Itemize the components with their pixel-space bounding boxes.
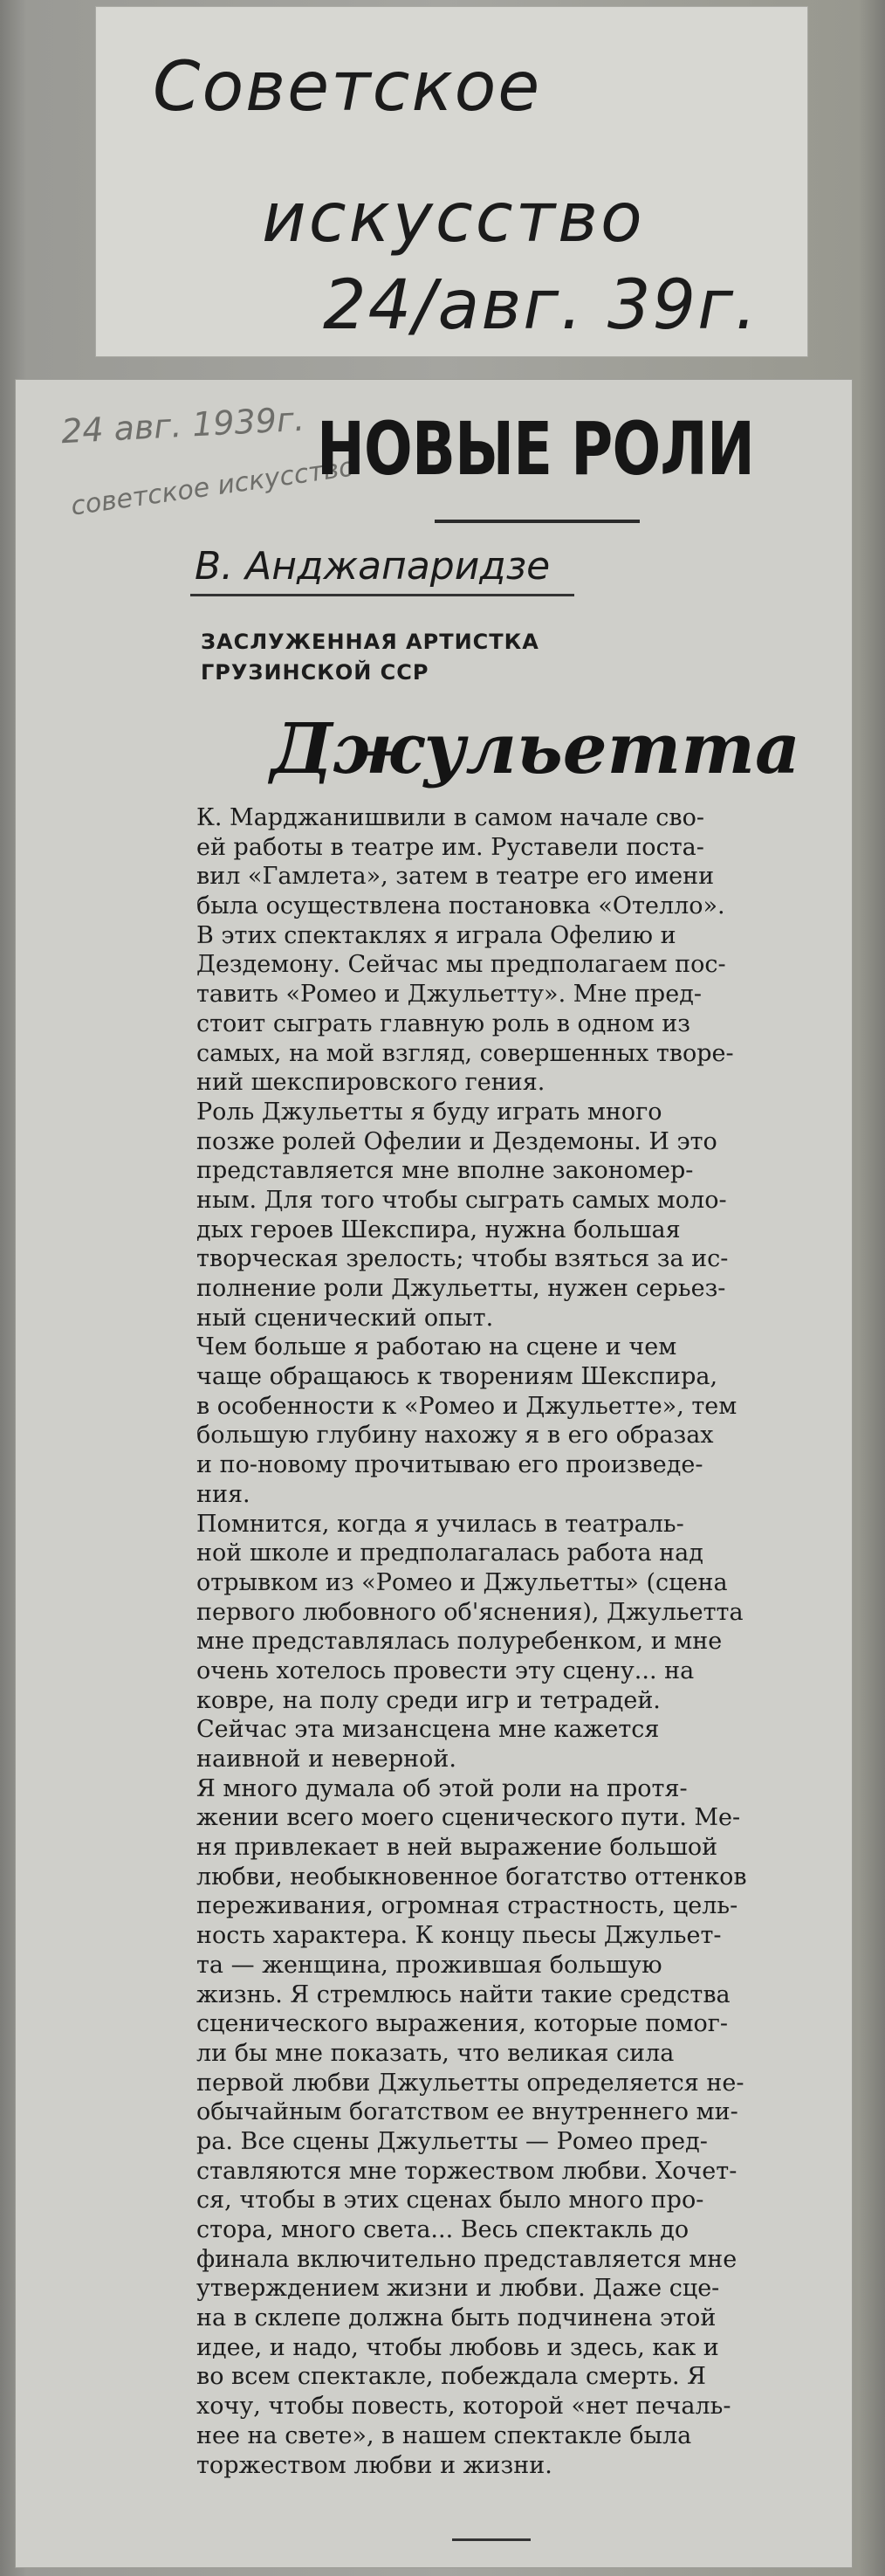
article-line: стоит сыграть главную роль в одном из (196, 1009, 690, 1037)
label-line-1: Советское (153, 48, 542, 127)
article-line: ставляются мне торжеством любви. Хочет- (196, 2157, 738, 2185)
article-line: ным. Для того чтобы сыграть самых моло- (196, 1186, 727, 1214)
pencil-source-note: советское искусство (69, 451, 357, 522)
label-line-3: 24/авг. 39г. (323, 266, 758, 345)
article-line: торжеством любви и жизни. (196, 2451, 552, 2479)
section-heading: НОВЫЕ РОЛИ (317, 406, 755, 492)
article-line: жизнь. Я стремлюсь найти такие средства (196, 1980, 731, 2008)
author-title: ЗАСЛУЖЕННАЯ АРТИСТКА ГРУЗИНСКОЙ ССР (201, 630, 539, 685)
article-line: Я много думала об этой роли на протя- (196, 1774, 688, 1802)
article-line: на в склепе должна быть подчинена этой (196, 2304, 717, 2332)
newspaper-clipping (16, 380, 852, 2567)
article-line: ей работы в театре им. Руставели поста- (196, 833, 704, 861)
article-line: хочу, чтобы повесть, которой «нет печаль- (196, 2393, 731, 2421)
article-line: Дездемону. Сейчас мы предполагаем пос- (196, 951, 726, 979)
author-name: В. Анджапаридзе (195, 544, 551, 589)
article-line: дых героев Шекспира, нужна большая (196, 1216, 681, 1243)
article-line: жении всего моего сценического пути. Ме- (196, 1804, 741, 1832)
article-line: К. Марджанишвили в самом начале сво- (196, 804, 704, 831)
article-line: первого любовного об'яснения), Джульетта (196, 1598, 744, 1626)
article-line: была осуществлена постановка «Отелло». (196, 892, 725, 920)
article-body (196, 803, 838, 2480)
label-line-2: искусство (262, 179, 645, 258)
article-line: В этих спектаклях я играла Офелию и (196, 921, 676, 949)
article-line: наивной и неверной. (196, 1746, 456, 1773)
article-line: ний шекспировского гения. (196, 1069, 545, 1097)
article-line: Помнится, когда я училась в театраль- (196, 1510, 684, 1538)
article-line: переживания, огромная страстность, цель- (196, 1892, 738, 1920)
article-line: та — женщина, прожившая большую (196, 1951, 662, 1979)
article-line: ния. (196, 1480, 250, 1508)
article-line: ся, чтобы в этих сценах было много про- (196, 2187, 704, 2214)
article-line: тавить «Ромео и Джульетту». Мне пред- (196, 981, 702, 1009)
article-line: нее на свете», в нашем спектакле была (196, 2421, 692, 2449)
end-rule (452, 2538, 531, 2541)
article-line: сценического выражения, которые помог- (196, 2010, 729, 2038)
article-line: самых, на мой взгляд, совершенных творе- (196, 1039, 734, 1067)
article-line: во всем спектакле, побеждала смерть. Я (196, 2363, 706, 2391)
article-line: Чем больше я работаю на сцене и чем (196, 1333, 677, 1361)
article-line: ра. Все сцены Джульетты — Ромео пред- (196, 2127, 708, 2155)
article-line: идее, и надо, чтобы любовь и здесь, как и (196, 2333, 719, 2361)
article-line: полнение роли Джульетты, нужен серьез- (196, 1275, 726, 1302)
article-line: в особенности к «Ромео и Джульетте», тем (196, 1392, 738, 1420)
author-underline (190, 594, 574, 596)
article-line: мне представлялась полуребенком, и мне (196, 1628, 723, 1656)
article-line: отрывком из «Ромео и Джульетты» (сцена (196, 1568, 728, 1596)
article-line: стора, много света... Весь спектакль до (196, 2216, 689, 2243)
article-line: большую глубину нахожу я в его образах (196, 1422, 714, 1450)
article-line: ковре, на полу среди игр и тетрадей. (196, 1686, 661, 1714)
article-line: ный сценический опыт. (196, 1304, 494, 1332)
article-line: первой любви Джульетты определяется не- (196, 2069, 744, 2097)
article-title: Джульетта (271, 707, 800, 789)
article-line: творческая зрелость; чтобы взяться за ис- (196, 1245, 729, 1273)
article-line: вил «Гамлета», затем в театре его имени (196, 863, 715, 891)
article-line: обычайным богатством ее внутреннего ми- (196, 2098, 738, 2126)
article-line: ня привлекает в ней выражение большой (196, 1834, 718, 1862)
article-line: ной школе и предполагалась работа над (196, 1539, 703, 1567)
heading-underline (435, 520, 640, 523)
article-line: Роль Джульетты я буду играть много (196, 1098, 662, 1126)
article-line: представляется мне вполне закономер- (196, 1157, 694, 1185)
article-line: финала включительно представляется мне (196, 2245, 738, 2273)
article-line: и по-новому прочитываю его произведе- (196, 1451, 703, 1479)
article-line: очень хотелось провести эту сцену... на (196, 1656, 695, 1684)
article-line: любви, необыкновенное богатство оттенков (196, 1863, 747, 1891)
article-line: чаще обращаюсь к творениям Шекспира, (196, 1363, 718, 1391)
article-line: Сейчас эта мизансцена мне кажется (196, 1716, 660, 1744)
article-line: утверждением жизни и любви. Даже сце- (196, 2275, 720, 2303)
article-line: позже ролей Офелии и Дездемоны. И это (196, 1127, 717, 1155)
article-line: ность характера. К концу пьесы Джульет- (196, 1922, 722, 1950)
article-line: ли бы мне показать, что великая сила (196, 2039, 675, 2067)
pencil-date-note: 24 авг. 1939г. (60, 399, 305, 451)
